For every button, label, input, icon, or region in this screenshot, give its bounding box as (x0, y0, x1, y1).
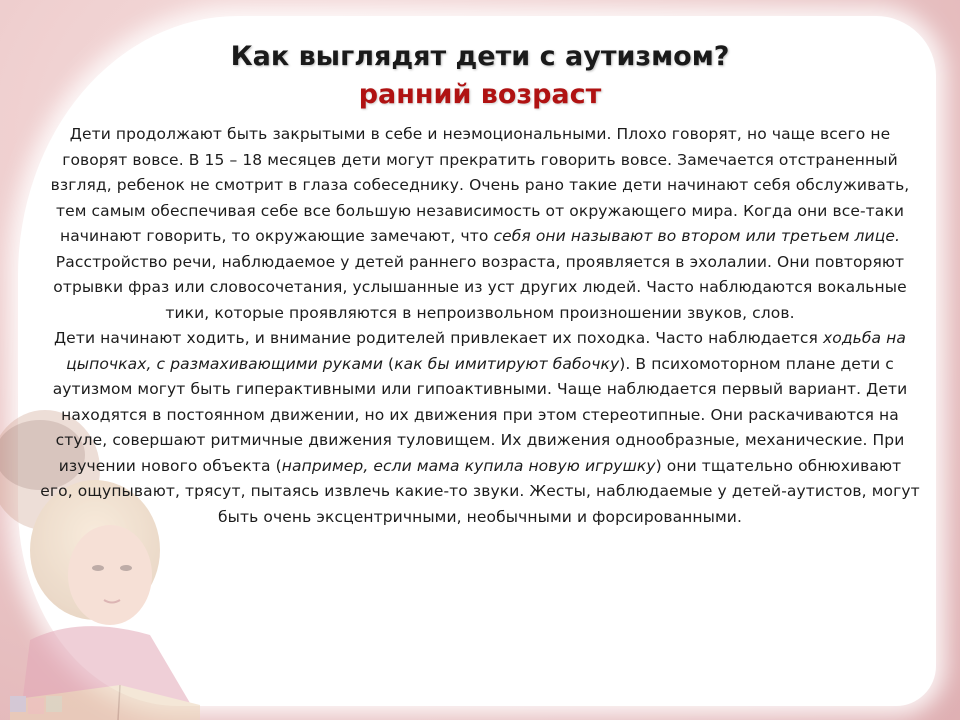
slide-title: Как выглядят дети с аутизмом? (230, 41, 730, 72)
paragraph-text: ( (383, 354, 395, 373)
paragraph-early-speech (40, 122, 920, 326)
paragraph-text: Дети продолжают быть закрытыми в себе и неэмоциональными. Плохо говорят, но чаще всего не говорят вовсе. В 15 – 18 месяцев дети могут прекратить говорить вовсе. Замечается отстраненный взгляд, ребенок не смотрит в глаза собеседнику. Очень рано такие дети начинают себя обслуживать, тем самым обеспечивая себе все большую независимость от окружающего мира. Когда они все-таки начинают говорить, то окружающие замечают, что (50, 125, 910, 245)
paragraph-text: ) они тщательно обнюхивают его, ощупывают, трясут, пытаясь извлечь какие-то звуки. Жесты, наблюдаемые у детей-аутистов, могут быть очень эксцентричными, необычными и форсированными. (40, 456, 920, 526)
slide-content (40, 40, 920, 530)
paragraph-emphasis: ходьба на цыпочках, с размахивающими руками (66, 329, 907, 373)
paragraph-text: Расстройство речи, наблюдаемое у детей раннего возраста, проявляется в эхолалии. Они повторяют отрывки фраз или словосочетания, услышанные из уст других людей. Часто наблюдаются вокальные тики, которые проявляются в непроизвольном произношении звуков, слов. (53, 252, 907, 322)
paragraph-text: ). В психомоторном плане дети с аутизмом могут быть гиперактивными или гипоактивными. Чаще наблюдается первый вариант. Дети находятся в постоянном движении, но их движения при этом стереотипные. Они раскачиваются на стуле, совершают ритмичные движения туловищем. Их движения однообразные, механические. При изучении нового объекта ( (52, 354, 908, 475)
slide-subtitle: ранний возраст (358, 79, 602, 110)
paragraph-motor-behavior (40, 326, 920, 530)
paragraph-emphasis: как бы имитируют бабочку (394, 354, 620, 373)
paragraph-emphasis: себя они называют во втором или третьем лице. (493, 227, 901, 245)
paragraph-text: Дети начинают ходить, и внимание родителей привлекает их походка. Часто наблюдается (53, 329, 823, 347)
paragraph-emphasis: например, если мама купила новую игрушку (281, 456, 656, 475)
